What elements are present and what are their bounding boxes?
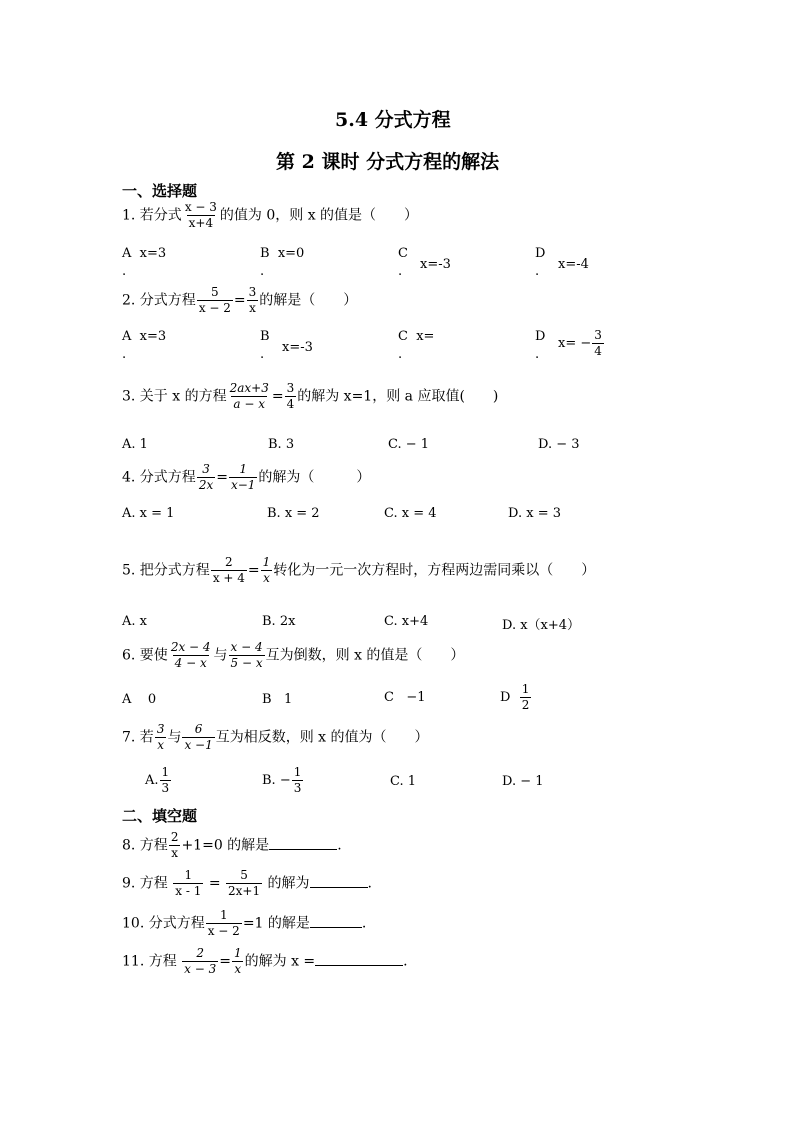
option-d-letter: D — [535, 246, 546, 261]
option-c-letter: C — [398, 246, 408, 261]
question-3: 3. 关于 x 的方程 $\frac{2ax+3}{a - x}$ = $\frac{3}{4}$ 的解为 x=1，则 a 应取值( ) — [122, 381, 499, 411]
answer-blank — [310, 915, 362, 928]
fraction: $\frac{6}{x -1}$ — [184, 722, 213, 752]
subtitle: 第 2 课时 分式方程的解法 — [276, 151, 500, 173]
fraction: $\frac{5}{2x+1}$ — [228, 868, 261, 898]
fraction: $\frac{x - 3}{x+4}$ — [184, 200, 217, 230]
option-a: A 0 — [122, 692, 157, 707]
section-fill: 二、填空题 — [122, 807, 198, 825]
option-a: A. $\frac{1}{3}$ — [145, 765, 170, 795]
option-c: C. x = 4 — [384, 506, 437, 521]
question-7: 7. 若 $\frac{3}{x}$ 与 $\frac{6}{x -1}$ 互为相反数，则 x 的值为（ ） — [122, 722, 429, 752]
fraction: $\frac{2x - 4}{4 - x}$ — [170, 640, 211, 670]
option-d: D $\frac{1}{2}$ — [500, 682, 530, 712]
option-dot: . — [535, 264, 540, 279]
fraction: $\frac{2}{x + 4}$ — [212, 555, 245, 585]
question-5: 5. 把分式方程 $\frac{2}{x + 4}$ = $\frac{1}{x}$ 转化为一元一次方程时，方程两边需同乘以（ ） — [122, 555, 596, 585]
question-8: 8. 方程 $\frac{2}{x}$ +1=0 的解是 . — [122, 830, 342, 860]
option-b: B. 2x — [262, 614, 296, 629]
answer-blank — [269, 837, 337, 850]
fraction: $\frac{5}{x - 2}$ — [198, 285, 231, 315]
question-9: 9. 方程 $\frac{1}{x - 1}$ = $\frac{5}{2x+1}$ 的解为 . — [122, 868, 372, 898]
fraction: $\frac{3}{x}$ — [248, 285, 257, 315]
fraction: $\frac{2}{x}$ — [170, 830, 179, 860]
option-d: D. − 1 — [502, 774, 544, 789]
question-6: 6. 要使 $\frac{2x - 4}{4 - x}$ 与 $\frac{x - 4}{5 - x}$ 互为倒数，则 x 的值是（ ） — [122, 640, 465, 670]
option-d: D. x（x+4） — [502, 618, 581, 633]
fraction: $\frac{3}{2x}$ — [198, 462, 214, 492]
option-dot: . — [260, 264, 265, 279]
option-dot: . — [122, 347, 127, 362]
fraction: $\frac{3}{4}$ — [594, 328, 602, 358]
option-dot: . — [260, 347, 265, 362]
option-c: C. x+4 — [384, 614, 429, 629]
answer-blank — [310, 875, 368, 888]
option-b: B 1 — [262, 692, 293, 707]
option-b: B x=0 — [260, 246, 305, 261]
option-b: x=-3 — [282, 340, 313, 355]
question-10: 10. 分式方程 $\frac{1}{x - 2}$ =1 的解是 . — [122, 908, 367, 938]
question-2: 2. 分式方程 $\frac{5}{x - 2}$ = $\frac{3}{x}$ 的解是（ ） — [122, 285, 358, 315]
fraction: $\frac{x - 4}{5 - x}$ — [230, 640, 263, 670]
option-b: B. x = 2 — [267, 506, 320, 521]
option-c: C −1 — [384, 690, 426, 705]
option-c: C x= — [398, 329, 435, 344]
fraction: $\frac{1}{2}$ — [521, 682, 530, 712]
title: 5.4 分式方程 — [335, 109, 451, 131]
option-a: A. x — [122, 614, 147, 629]
option-a: A. 1 — [122, 437, 148, 452]
fraction: $\frac{1}{3}$ — [293, 765, 302, 795]
question-11: 11. 方程 $\frac{2}{x - 3}$ = $\frac{1}{x}$ 的解为 x = . — [122, 946, 408, 976]
option-dot: . — [398, 264, 403, 279]
option-d: x= − $\frac{3}{4}$ — [558, 328, 602, 358]
option-b: B. − $\frac{1}{3}$ — [262, 765, 302, 795]
option-d-letter: D — [535, 329, 546, 344]
fraction: $\frac{1}{x - 2}$ — [207, 908, 240, 938]
section-choice: 一、选择题 — [122, 182, 198, 200]
option-b: B. 3 — [268, 437, 295, 452]
option-c: x=-3 — [420, 257, 451, 272]
question-1: 1. 若分式 $\frac{x - 3}{x+4}$ 的值为 0，则 x 的值是（ ） — [122, 200, 419, 230]
fraction: $\frac{2ax+3}{a - x}$ — [229, 381, 269, 411]
option-d: D. − 3 — [538, 437, 580, 452]
fraction: $\frac{1}{3}$ — [161, 765, 170, 795]
fraction: $\frac{1}{x - 1}$ — [175, 868, 202, 898]
option-b-letter: B — [260, 329, 270, 344]
option-c: C. − 1 — [388, 437, 430, 452]
option-dot: . — [535, 347, 540, 362]
fraction: $\frac{1}{x}$ — [234, 946, 242, 976]
option-a: A x=3 — [122, 329, 167, 344]
fraction: $\frac{1}{x}$ — [262, 555, 271, 585]
fraction: $\frac{2}{x - 3}$ — [184, 946, 217, 976]
fraction: $\frac{3}{4}$ — [286, 381, 295, 411]
option-a: A x=3 — [122, 246, 167, 261]
fraction: $\frac{1}{x-1}$ — [230, 462, 256, 492]
option-dot: . — [122, 264, 127, 279]
option-d: D. x = 3 — [508, 506, 561, 521]
fraction: $\frac{3}{x}$ — [156, 722, 165, 752]
answer-blank — [315, 953, 403, 966]
question-4: 4. 分式方程 $\frac{3}{2x}$ = $\frac{1}{x-1}$ 的解为（ ） — [122, 462, 371, 492]
option-a: A. x = 1 — [122, 506, 175, 521]
option-d: x=-4 — [558, 257, 589, 272]
option-c: C. 1 — [390, 774, 417, 789]
option-dot: . — [398, 347, 403, 362]
